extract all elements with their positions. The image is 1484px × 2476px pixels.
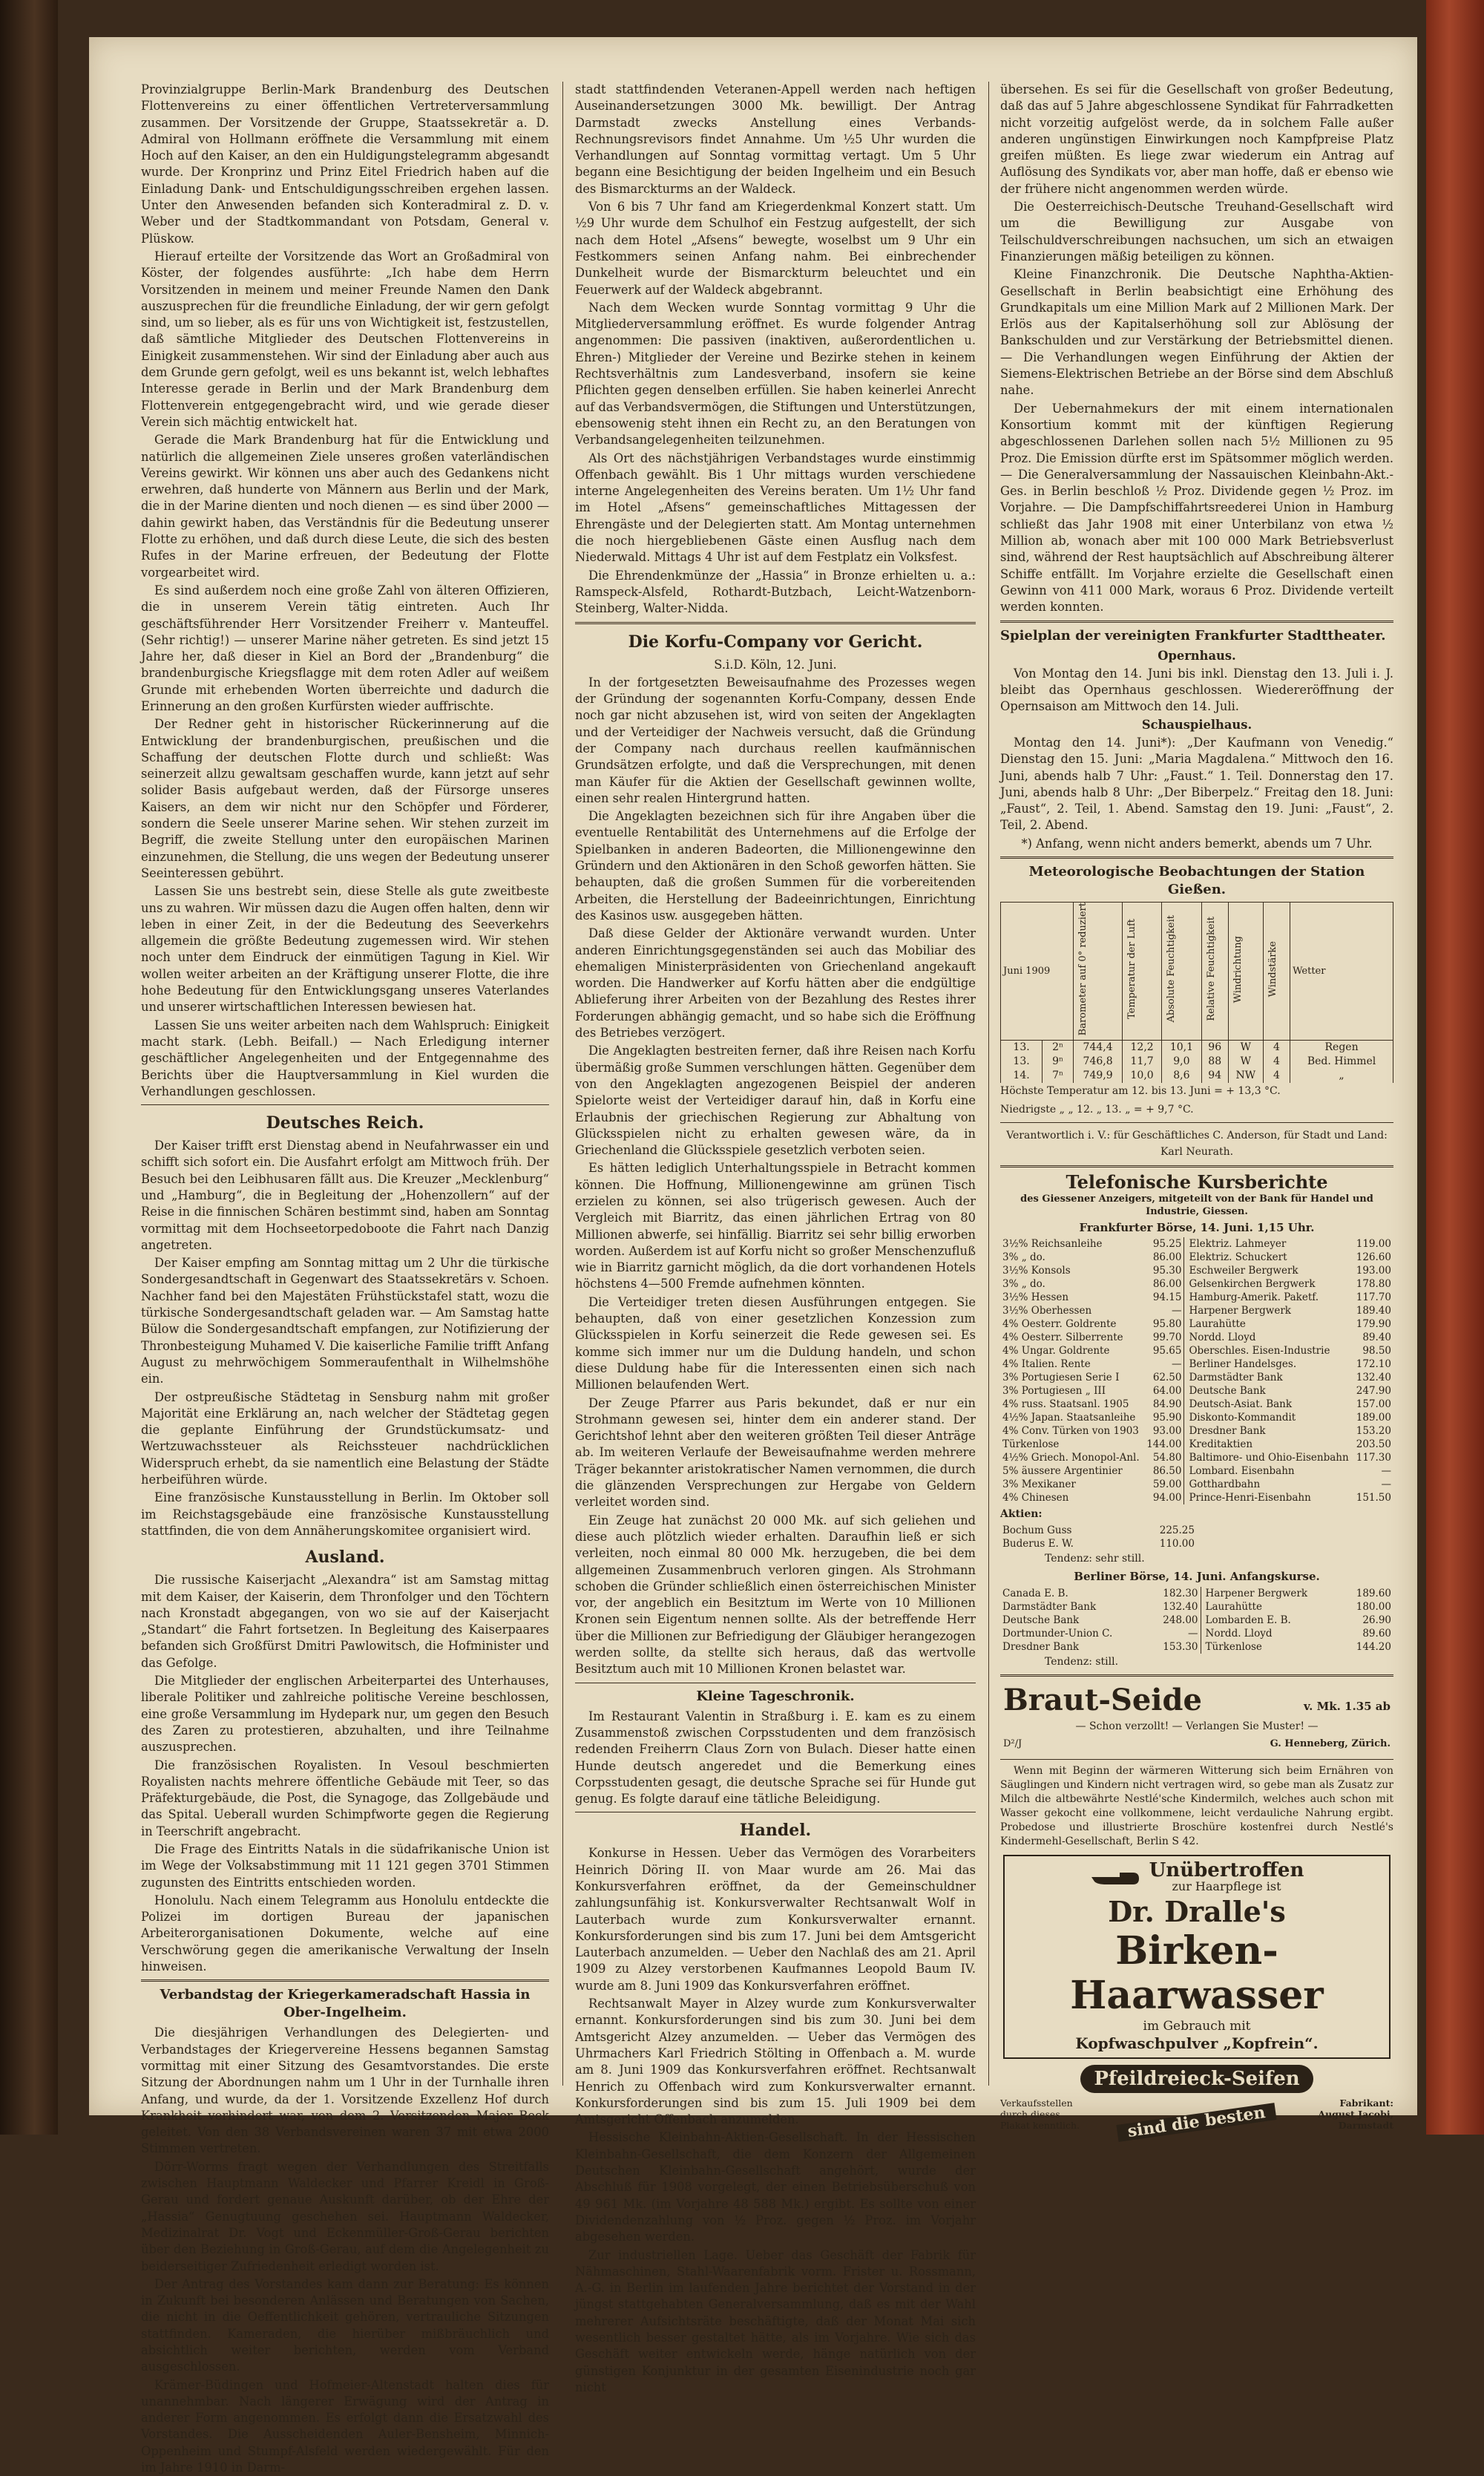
table-row [1000, 1264, 1393, 1277]
kurs-table-frankfurt [1000, 1237, 1393, 1504]
article-paragraph: Zur industriellen Lage. Ueber das Geschäft der Fabrik für Nähmaschinen, Stahl-Waarenfabrik vorm. Frister u. Rossmann, A.-G. in Berlin im laufenden Jahre berichtet der Vorstand in der jüngst stattgehabten Generalversammlung, daß es mit der Wahl mehrerer Aufsichtsräte beschäftigte, daß der Monat Mai sich wesentlich besser gestaltet hätte, als im Vorjahre. Wie sich das Geschäft weiter entwickeln werde, hänge natürlich von der günstigen Konjunktur in der gesamten Eisenindustrie noch gar nicht [575, 2247, 976, 2394]
table-cell: Hamburg-Amerik. Paketf. [1184, 1291, 1353, 1304]
table-row [1000, 1251, 1393, 1264]
article-paragraph: Die Oesterreichisch-Deutsche Treuhand-Gesellschaft wird um die Bewilligung zur Ausgabe von Teilschuldverschreibungen nachsuchen, um sich an etwaigen Finanzierungen mäßig beteiligen zu können. [1000, 200, 1393, 263]
table-cell: 248.00 [1163, 1614, 1198, 1626]
table-cell: Prince-Henri-Eisenbahn [1184, 1491, 1353, 1504]
table-cell: 11,7 [1122, 1055, 1161, 1069]
weather-header-cell [1263, 903, 1290, 1041]
table-row [1000, 1491, 1393, 1504]
table-row [1000, 1304, 1393, 1317]
table-cell: 62.50 [1152, 1371, 1182, 1383]
table-cell: 3½% Oberhessen [1002, 1304, 1092, 1317]
table-row [1000, 1614, 1393, 1627]
article-paragraph: Hierauf erteilte der Vorsitzende das Wort an Großadmiral von Köster, der folgendes ausführte: „Ich habe dem Herrn Vorsitzenden in meinem und meiner Freunde Namen den Dank auszusprechen für die freundliche Einladung, der wir gern gefolgt sind, um so lieber, als es für uns von Wichtigkeit ist, festzustellen, daß sämtliche Mitglieder des Deutschen Flottenvereins in Einigkeit zusammenstehen. Wir sind der Einladung aber auch aus dem Grunde gern gefolgt, weil es uns bekannt ist, welch lebhaftes Interesse gerade in Berlin und der Mark Brandenburg dem Flottenverein entgegengebracht wird, und wie gerade dieser Verein sich mächtig entwickelt hat. [141, 249, 549, 429]
kurs-berlin-heading: Berliner Börse, 14. Juni. Anfangskurse. [1074, 1570, 1320, 1584]
newspaper-page [89, 37, 1417, 2475]
section-heading-handel: Handel. [739, 1821, 812, 1841]
table-row [1000, 1277, 1393, 1291]
column-middle [575, 82, 976, 2394]
responsible-editors: Verantwortlich i. V.: für Geschäftliches C. Anderson, für Stadt und Land: Karl Neurath. [1006, 1130, 1388, 1159]
table-row [1000, 1451, 1393, 1464]
table-cell: 95.25 [1152, 1237, 1182, 1250]
table-cell: 144.20 [1356, 1640, 1391, 1653]
weather-max-temp: Höchste Temperatur am 12. bis 13. Juni = + 13,3 °C. [1000, 1085, 1281, 1098]
table-cell: 4½% Japan. Staatsanleihe [1002, 1411, 1136, 1424]
table-row [1000, 1331, 1393, 1344]
weather-header-cell [1228, 903, 1263, 1041]
theater-schauspielhaus-text: Montag den 14. Juni*): „Der Kaufmann von Venedig.“ Dienstag den 15. Juni: „Maria Magdalena.“ Mittwoch den 16. Juni, abends halb 7 Uhr: „Faust.“ 1. Teil. Donnerstag den 17. Juni, abends halb 8 Uhr: „Der Biberpelz.“ Freitag den 18. Juni: „Faust“, 2. Teil, 1. Abend. Samstag den 19. Juni: „Faust“, 2. Teil, 2. Abend. [1000, 735, 1393, 833]
article-heading-korfu: Die Korfu-Company vor Gericht. [628, 632, 923, 652]
table-cell: 4 [1263, 1041, 1290, 1055]
column-right [1000, 82, 1393, 2142]
kurs-subtitle: des Giessener Anzeigers, mitgeteilt von der Bank für Handel und Industrie, Giessen. [1020, 1193, 1373, 1217]
table-row [1000, 1478, 1393, 1491]
ad-dralle-birken: Birken- [1115, 1928, 1278, 1974]
article-paragraph: Ein Zeuge hat zunächst 20 000 Mk. auf sich geliehen und diese auch plötzlich wieder erhalten. Daraufhin ließ er sich verleiten, noch einmal 80 000 Mk. herzugeben, die bei dem allgemeinen Zusammenbruch verloren gingen. Als Strohmann schoben die Gründer schließlich einen österreichischen Minister vor, der angeblich ein Besitztum im Werte von 10 Millionen Kronen sein Eigentum nennen sollte. Als der betreffende Herr über die Millionen zur Befriedigung der Gläubiger herangezogen werden sollte, da stellte sich heraus, daß das wertvolle Besitztum auch mit 10 Millionen Kronen belastet war. [575, 1513, 976, 1677]
article-paragraph: Hessische Kleinbahn-Aktien-Gesellschaft. In der Hessischen Kleinbahn-Gesellschaft, die dem Konzern der Allgemeinen Deutschen Kleinbahn-Gesellschaft angehört, wurde der Abschluß für 1908 vorgelegt, der einen Betriebsüberschuß von 49 961 Mk. (im Vorjahre 48 588 Mk.) ergibt. Es sollte von einer Dividendenzahlung von ½ Proz. gegen ½ Proz. im Vorjahr abgesehen werden. [575, 2130, 976, 2244]
ad-dralle [1003, 1855, 1391, 2059]
article-paragraph: Dörr-Worms fragt wegen der Verhandlungen des Streitfalls zwischen Hauptmann Waldecker und Pfarrer Kreidl in Groß-Gerau und fordert genaue Auskunft darüber, ob der Ehre der „Hassia“ Genugtuung geschehen sei. Hauptmann Waldecker, Medizinalrat Dr. Vogt und Eckenmüller-Groß-Gerau berichten über den Beziehung in Groß-Gerau, auf dem die Angelegenheit zu beiderseitiger Zufriedenheit erledigt worden ist. [141, 2159, 549, 2273]
weather-header-cell [1122, 903, 1161, 1041]
table-cell: 95.30 [1152, 1264, 1182, 1277]
book-binding-left [0, 0, 58, 2135]
table-row [1000, 1424, 1393, 1438]
weather-header-label: Absolute Feuchtigkeit [1166, 915, 1178, 1023]
table-cell: Türkenlose [1002, 1438, 1060, 1450]
table-row [1000, 1627, 1393, 1640]
ad-dralle-name: Dr. Dralle's [1108, 1895, 1286, 1929]
theater-title: Spielplan der vereinigten Frankfurter Stadttheater. [1000, 627, 1386, 643]
pointing-hand-icon [1090, 1864, 1142, 1893]
article-paragraph: Krämer-Büdingen und Hofmeier-Altenstadt halten dies für unannehmbar. Nach längerer Erwägung wird der Antrag in anderer Form angenommen. Es erfolgt dann die Ersatzwahl des Vorstandes. Die Ausscheidenden Auler-Bensheim, Minnich-Oppenheim und Stumpf-Alsfeld werden wiedergewählt. Für den im Jahre 1910 in Darm- [141, 2377, 549, 2475]
table-cell: 247.90 [1356, 1384, 1391, 1397]
table-cell: 151.50 [1356, 1491, 1391, 1504]
article-paragraph: Als Ort des nächstjährigen Verbandstages wurde einstimmig Offenbach gewählt. Bis 1 Uhr mittags wurden verschiedene interne Angelegenheiten des Vereins beraten. Um 1½ Uhr fand im Hotel „Afsens“ gemeinschaftliches Mittagessen der Ehrengäste und der Delegierten statt. Am Montag unternehmen die noch hiergebliebenen Gäste einen Ausflug nach dem Niederwald. Mittags 4 Uhr ist auf dem Festplatz ein Volksfest. [575, 451, 976, 565]
article-paragraph: Der Kaiser empfing am Sonntag mittag um 2 Uhr die türkische Sondergesandtschaft in Gegenwart des Staatssekretärs v. Schoen. Nachher fand bei den Majestäten Frühstückstafel statt, wozu die türkische Sondergesandtschaft geladen war. — Am Samstag hatte Bülow die Sondergesandtschaft empfangen, zur Notifizierung der Thronbesteigung Muhamed V. Die kaiserliche Familie trifft Anfang August zu mehrwöchigem Sommeraufenthalt in Wilhelmshöhe ein. [141, 1256, 549, 1386]
table-cell: 178.80 [1356, 1277, 1391, 1290]
article-paragraph: Die Ehrendenkmünze der „Hassia“ in Bronze erhielten u. a.: Ramspeck-Alsfeld, Rothardt-Butzbach, Leicht-Watzenborn-Steinberg, Walter-Nidda. [575, 568, 976, 616]
table-cell: Eschweiler Bergwerk [1184, 1264, 1353, 1277]
weather-header-label: Relative Feuchtigkeit [1205, 917, 1217, 1022]
weather-header-cell [1290, 903, 1393, 1041]
table-cell: 117.30 [1356, 1451, 1391, 1464]
table-cell: Deutsche Bank [1002, 1614, 1080, 1626]
table-cell: Harpener Bergwerk [1201, 1587, 1342, 1600]
table-cell: 203.50 [1356, 1438, 1391, 1450]
article-paragraph: In der fortgesetzten Beweisaufnahme des Prozesses wegen der Gründung der sogenannten Korfu-Company, dessen Ende noch gar nicht abzusehen ist, wird von seiten der Angeklagten und der Verteidiger der Nachweis versucht, daß die Gründung der Company nach durchaus reellen kaufmännischen Grundsätzen erfolgte, und daß die Versprechungen, mit denen man Käufer für die Aktien der Gesellschaft gewinnen wollte, einen sehr realen Hintergrund hatten. [575, 675, 976, 805]
table-cell: W [1228, 1055, 1263, 1069]
weather-table [1000, 902, 1393, 1083]
table-cell: 59.00 [1152, 1478, 1182, 1490]
table-row [1000, 1600, 1393, 1614]
section-heading-kleine-tageschronik: Kleine Tageschronik. [696, 1688, 855, 1704]
table-cell: Laurahütte [1201, 1600, 1342, 1614]
divider [1000, 857, 1393, 859]
table-cell: 189.40 [1356, 1304, 1391, 1317]
article-paragraph: Von 6 bis 7 Uhr fand am Kriegerdenkmal Konzert statt. Um ½9 Uhr wurde dem Schulhof ein Festzug aufgestellt, der sich nach dem Hotel „Afsens“ bewegte, woselbst um 9 Uhr ein Festkommers seinen Anfang nahm. Bei einbrechender Dunkelheit wurde der Bismarckturm beleuchtet und ein Feuerwerk auf der Waldeck abgebrannt. [575, 200, 976, 297]
ad-dralle-mit: im Gebrauch mit [1143, 2019, 1251, 2034]
table-row [1000, 1438, 1393, 1451]
ad-braut-firm: G. Henneberg, Zürich. [1270, 1738, 1391, 1750]
table-cell: — [1171, 1304, 1182, 1317]
table-cell: Deutsch-Asiat. Bank [1184, 1398, 1353, 1411]
table-row [1000, 1464, 1393, 1478]
table-cell: 86.50 [1152, 1464, 1182, 1477]
divider [1000, 1759, 1393, 1760]
weather-header-cell [1074, 903, 1123, 1041]
table-cell: 13. [1001, 1041, 1043, 1055]
article-paragraph: Der Kaiser trifft erst Dienstag abend in Neufahrwasser ein und schifft sich sofort ein. Die Ausfahrt erfolgt am Mittwoch früh. Der Besuch bei den Leibhusaren fällt aus. Die Kreuzer „Mecklenburg“ und „Hamburg“, die in Begleitung der „Hohenzollern“ auf der Reise in die finnischen Schären bestimmt sind, haben am Sonntag vormittag mit dem Hochseetorpedoboote die Fahrt nach Danzig angetreten. [141, 1139, 549, 1252]
table-row [1000, 1524, 1197, 1537]
table-cell: 153.30 [1163, 1640, 1198, 1653]
table-cell: Harpener Bergwerk [1184, 1304, 1353, 1317]
table-row [1000, 1344, 1393, 1357]
table-row [1000, 1640, 1393, 1654]
weather-header-label: Windstärke [1267, 941, 1278, 998]
article-paragraph: Die Mitglieder der englischen Arbeiterpartei des Unterhauses, liberale Politiker und zahlreiche politische Vereine beschlossen, eine große Versammlung im Hydepark nur, um gegen den Besuch des Zaren zu protestieren, abzuhalten, und ihre Teilnahme auszusprechen. [141, 1674, 549, 1755]
article-paragraph: Die Angeklagten bezeichnen sich für ihre Angaben über die eventuelle Rentabilität des Unternehmens auf die Erfolge der Spielbanken in anderen Badeorten, die Millionengewinne den Gründern und den Aktionären in den Schoß geworfen hätten. Sie behaupten, daß die großen Summen für die vorbereitenden Arbeiten, die Herstellung der Badeeinrichtungen, Einrichtung des Kasinos usw. ausgegeben hätten. [575, 809, 976, 923]
article-paragraph: stadt stattfindenden Veteranen-Appell werden nach heftigen Auseinandersetzungen 3000 Mk. bewilligt. Der Antrag Darmstadt zwecks Anstellung eines Verbands-Rechnungsrevisors findet Annahme. Um ½5 Uhr wurden die Verhandlungen auf Sonntag vormittag vertagt. Um 5 Uhr begann eine Besichtigung der beiden Ingelheim und ein Besuch des Bismarckturms an der Waldeck. [575, 82, 976, 196]
divider [1000, 1165, 1393, 1167]
table-cell: Dresdner Bank [1184, 1424, 1353, 1438]
article-paragraph: Es hätten lediglich Unterhaltungsspiele in Betracht kommen können. Die Hoffnung, Millionengewinne am grünen Tisch erzielen zu können, sei also trügerisch gewesen. Auch der Vergleich mit Biarritz, das einen jährlichen Ertrag von 80 Millionen abwerfe, sei hinfällig. Biarritz sei sehr billig erworben worden. Außerdem ist auf Korfu nicht so großer Menschenzufluß wie in Biarritz garnicht möglich, da die dort vorhandenen Hotels höchstens 4—500 Fremde aufnehmen könnten. [575, 1161, 976, 1291]
table-cell: 746,8 [1074, 1055, 1123, 1069]
weather-header-label: Juni 1909 [1003, 966, 1051, 977]
table-cell: Dortmunder-Union C. [1002, 1627, 1113, 1640]
ad-dralle-haarwasser: Haarwasser [1070, 1973, 1324, 2019]
table-cell: 10,0 [1122, 1069, 1161, 1083]
kurs-tendenz-berlin: Tendenz: still. [1045, 1655, 1119, 1668]
weather-header-label: Windrichtung [1232, 935, 1244, 1003]
table-row [1000, 1317, 1393, 1331]
theater-opernhaus-text: Von Montag den 14. Juni bis inkl. Dienstag den 13. Juli i. J. bleibt das Opernhaus geschlossen. Wiedereröffnung der Opernsaison am Mittwoch den 14. Juli. [1000, 666, 1393, 714]
table-cell: 225.25 [1159, 1524, 1195, 1537]
table-row [1000, 1587, 1393, 1600]
kurs-table-berlin [1000, 1587, 1393, 1654]
table-cell: 157.00 [1356, 1398, 1391, 1410]
ad-dralle-top: Unübertroffen [1149, 1858, 1304, 1881]
article-paragraph: übersehen. Es sei für die Gesellschaft von großer Bedeutung, daß das auf 5 Jahre abgeschlossene Syndikat für Fahrradketten nicht vorzeitig aufgelöst werde, da in solchem Falle außer anderen ungünstigen Einwirkungen noch Kampfpreise Platz greifen müßten. Es liege zwar wiederum ein Antrag auf Auflösung des Syndikats vor, aber man hoffe, daß er ebenso wie der frühere nicht angenommen werden würde. [1000, 82, 1393, 196]
table-cell: 8,6 [1162, 1069, 1201, 1083]
article-paragraph: Kleine Finanzchronik. Die Deutsche Naphtha-Aktien-Gesellschaft in Berlin beabsichtigt eine Erhöhung des Grundkapitals um eine Million Mark auf 2 Millionen Mark. Der Erlös aus der Kapitalserhöhung soll zur Ablösung der Bankschulden und zur Verstärkung der Betriebsmittel dienen. — Die Verhandlungen wegen Einführung der Aktien der Siemens-Elektrischen Betriebe an der Börse sind dem Abschluß nahe. [1000, 267, 1393, 398]
table-cell: Baltimore- und Ohio-Eisenbahn [1184, 1451, 1353, 1464]
table-cell: 95.90 [1152, 1411, 1182, 1424]
table-cell: 3% Mexikaner [1002, 1478, 1076, 1490]
kurs-tendenz-frankfurt: Tendenz: sehr still. [1045, 1553, 1145, 1565]
article-paragraph: Daß diese Gelder der Aktionäre verwandt wurden. Unter anderen Einrichtungsgegenständen sei auch das Mobiliar des ehemaligen Ministerpräsidenten von Griechenland angekauft worden. Die Handwerker auf Korfu hätten aber die endgültige Ablieferung ihrer Arbeiten von der Bezahlung des Restes ihrer Forderungen abhängig gemacht, und so habe sich die Eröffnung des Betriebes verzögert. [575, 926, 976, 1041]
table-cell: 180.00 [1356, 1600, 1391, 1613]
table-cell: 94.00 [1152, 1491, 1182, 1504]
table-cell: Canada E. B. [1002, 1587, 1068, 1599]
table-cell: Darmstädter Bank [1184, 1371, 1353, 1384]
article-paragraph: Lassen Sie uns weiter arbeiten nach dem Wahlspruch: Einigkeit macht stark. (Lebh. Beifall.) — Nach Erledigung interner geschäftlicher Angelegenheiten und der Entgegennahme des Berichts über die Hauptversammlung in Kiel wurden die Verhandlungen geschlossen. [141, 1018, 549, 1098]
ad-pfeildreieck-slogan: sind die besten [1117, 2103, 1277, 2142]
table-cell: — [1381, 1464, 1391, 1477]
table-row [1000, 1537, 1197, 1550]
book-binding-right [1426, 0, 1484, 2135]
table-cell: 12,2 [1122, 1041, 1161, 1055]
kurs-aktien-heading: Aktien: [1000, 1507, 1043, 1520]
ad-dralle-top-block [1149, 1858, 1304, 1896]
ad-braut-row [1003, 1683, 1391, 1718]
dateline: S.i.D. Köln, 12. Juni. [714, 657, 837, 672]
theater-opernhaus-heading: Opernhaus. [1158, 648, 1236, 663]
table-cell: 9,0 [1162, 1055, 1201, 1069]
table-cell: — [1171, 1357, 1182, 1370]
article-paragraph: Die Angeklagten bestreiten ferner, daß ihre Reisen nach Korfu übermäßig große Summen verschlungen hätten. Gegenüber dem von den Angeklagten angezogenen Beispiel der anderen Spielorte weist der Verteidiger darauf hin, daß in Korfu eine Erlaubnis der griechischen Regierung zur Abhaltung von Glücksspielen nicht zu erhalten gewesen wäre, da in Griechenland die Glücksspiele gesetzlich verboten seien. [575, 1044, 976, 1158]
table-row [1000, 1237, 1393, 1251]
article-heading-hassia: Verbandstag der Kriegerkameradschaft Hassia in Ober-Ingelheim. [160, 1987, 531, 2021]
table-row [1000, 1411, 1393, 1424]
table-cell: Lombarden E. B. [1201, 1614, 1342, 1627]
table-cell: 193.00 [1356, 1264, 1391, 1277]
table-row [1001, 1069, 1393, 1083]
section-heading-deutsches-reich: Deutsches Reich. [266, 1113, 424, 1133]
table-cell: Dresdner Bank [1002, 1640, 1080, 1653]
table-cell: Gelsenkirchen Bergwerk [1184, 1277, 1353, 1291]
article-paragraph: Im Restaurant Valentin in Straßburg i. E. kam es zu einem Zusammenstoß zwischen Corpsstudenten und dem französisch redenden Freiherrn Claus Zorn von Bulach. Dieser hatte einen Hunde deutsch angeredet und die Bemerkung eines Corpsstudenten gesagt, die deutsche Sprache sei für Hunde gut genug. Es folgte darauf eine tätliche Beleidigung. [575, 1709, 976, 1807]
table-cell: Darmstädter Bank [1002, 1600, 1097, 1613]
table-cell: 189.00 [1356, 1411, 1391, 1424]
article-paragraph: Die russische Kaiserjacht „Alexandra“ ist am Samstag mittag mit dem Kaiser, der Kaiserin, dem Thronfolger und den Töchtern nach Kronstadt abgegangen, von wo sie auf der Kaiserjacht „Standart“ die Fahrt fortsetzen. In Begleitung des Kaiserpaares befanden sich Großfürst Dmitri Pawlowitsch, die Hofminister und das Gefolge. [141, 1573, 549, 1670]
table-cell: 94.15 [1152, 1291, 1182, 1303]
table-cell: Gotthardbahn [1184, 1478, 1353, 1491]
table-cell: 119.00 [1356, 1237, 1391, 1250]
divider [141, 1104, 549, 1105]
weather-min-temp: Niedrigste „ „ 12. „ 13. „ = + 9,7 °C. [1000, 1103, 1194, 1116]
table-cell: Elektriz. Lahmeyer [1184, 1237, 1353, 1251]
table-cell: Berliner Handelsges. [1184, 1357, 1353, 1371]
table-cell: 153.20 [1356, 1424, 1391, 1437]
kurs-table-aktien [1000, 1524, 1197, 1550]
article-paragraph: Lassen Sie uns bestrebt sein, diese Stelle als gute zweitbeste uns zu wahren. Wir müssen dazu die Augen offen halten, denn wir leben in einer Zeit, in der die Bedeutung des Seeverkehrs allgemein die größte Bedeutung zugemessen wird. Wir stehen noch unter dem Eindruck der einmütigen Tagung in Kiel. Wir wollen weiter arbeiten an der Kräftigung unserer Flotte, die ihre hohe Bedeutung für den Entwicklungsgang unseres Vaterlandes und unserer wirtschaftlichen Interessen bewiesen hat. [141, 884, 549, 1015]
article-paragraph: Nach dem Wecken wurde Sonntag vormittag 9 Uhr die Mitgliederversammlung eröffnet. Es wurde folgender Antrag angenommen: Die passiven (inaktiven, außerordentlichen u. Ehren-) Mitglieder der Vereine und Bezirke stehen in keinem Rechtsverhältnis zum Landesverband, insofern sie keine Pflichten gegen denselben erfüllen. Sie haben keinerlei Anrecht auf das Verbandsvermögen, die Stiftungen und Unterstützungen, ebensowenig steht ihnen ein Recht zu, an den Beratungen von Verbandsangelegenheiten teilzunehmen. [575, 300, 976, 448]
table-cell: 144.00 [1146, 1438, 1182, 1450]
ad-braut-sub: — Schon verzollt! — Verlangen Sie Muster! — [1075, 1720, 1319, 1733]
ad-braut-title: Braut-Seide [1003, 1683, 1202, 1718]
weather-title: Meteorologische Beobachtungen der Station Gießen. [1028, 864, 1365, 898]
table-cell: Lombard. Eisenbahn [1184, 1464, 1353, 1478]
article-paragraph: Rechtsanwalt Mayer in Alzey wurde zum Konkursverwalter ernannt. Konkursforderungen sind bis zum 30. Juni bei dem Amtsgericht Alzey anzumelden. — Ueber das Vermögen des Uhrmachers Karl Friedrich Stölting in Offenbach a. M. wurde am 8. Juni 1909 das Konkursverfahren eröffnet. Rechtsanwalt Henrich zu Offenbach wird zum Konkursverwalter ernannt. Konkursforderungen sind bis zum 15. Juli 1909 bei dem Amtsgericht Offenbach anzumelden. [575, 1997, 976, 2127]
table-cell: 86.00 [1152, 1277, 1182, 1290]
ad-pfeildreieck-left: Verkaufsstellen durch dieses Plakat kenntlich. [1000, 2097, 1080, 2132]
table-cell: 3½% Konsols [1002, 1264, 1071, 1277]
table-cell: 110.00 [1159, 1538, 1195, 1550]
table-cell: 3½% Hessen [1002, 1291, 1069, 1303]
table-cell: 4% Oesterr. Goldrente [1002, 1317, 1117, 1330]
table-cell: 4 [1263, 1055, 1290, 1069]
article-paragraph: Der ostpreußische Städtetag in Sensburg nahm mit großer Majorität eine Erklärung an, nach welcher der Städtetag gegen die geplante Einführung der Grundstückumsatz- und Wertzuwachssteuer als Reichssteuer nachdrücklichen Widerspruch erhebt, da sie namentlich eine Belastung der Städte herbeiführen würde. [141, 1389, 549, 1487]
table-cell: 132.40 [1163, 1600, 1198, 1613]
table-cell: — [1188, 1627, 1198, 1640]
table-cell: 4% Oesterr. Silberrente [1002, 1331, 1123, 1343]
table-cell: 89.40 [1362, 1331, 1391, 1343]
ad-braut-price: v. Mk. 1.35 ab [1303, 1700, 1391, 1714]
article-paragraph: Die Frage des Eintritts Natals in die südafrikanische Union ist im Wege der Volksabstimmung mit 11 121 gegen 3701 Stimmen zugunsten des Eintritts entschieden worden. [141, 1841, 549, 1890]
table-cell: 7ⁿ [1043, 1069, 1074, 1083]
table-cell: 26.90 [1362, 1614, 1391, 1626]
table-cell: 4 [1263, 1069, 1290, 1083]
weather-header-cell [1001, 903, 1074, 1041]
article-paragraph: Die diesjährigen Verhandlungen des Delegierten- und Verbandstages der Kriegervereine Hessens begannen Samstag vormittag mit einer Sitzung des Gesamtvorstandes. Die erste Sitzung der Abordnungen nahm um 1 Uhr in der Turnhalle ihren Anfang, und wurde, da der 1. Vorsitzende Exzellenz Hof durch Krankheit verhindert war, von dem 2. Vorsitzenden Major Beck geleitet. Von den 38 Verbandsvereinen waren 37 mit etwa 2000 Stimmen vertreten. [141, 2025, 549, 2156]
weather-header-cell [1201, 903, 1228, 1041]
table-cell: — [1381, 1478, 1391, 1490]
table-cell: Bochum Guss [1002, 1524, 1072, 1537]
table-cell: 3% Portugiesen „ III [1002, 1384, 1106, 1397]
table-cell: Diskonto-Kommandit [1184, 1411, 1353, 1424]
table-row [1000, 1291, 1393, 1304]
table-cell: 88 [1201, 1055, 1228, 1069]
article-paragraph: Der Uebernahmekurs der mit einem internationalen Konsortium kommt mit der künftigen Regierung abgeschlossenen Darlehen sollen nach 5½ Millionen zu 95 Proz. Die Emission dürfte erst im Spätsommer möglich werden. — Die Generalversammlung der Nassauischen Kleinbahn-Akt.-Ges. in Berlin beschloß ½ Proz. Dividende gegen ½ Proz. im Vorjahre. — Die Dampfschiffahrtsreederei Union in Hamburg schließt das Jahr 1908 mit einer Unterbilanz von etwa ½ Million ab, wonach aber mit 100 000 Mark Betriebsverlust sind, während der Rest hauptsächlich auf Abschreibung älterer Schiffe entfällt. Im Vorjahre erzielte die Gesellschaft einen Gewinn von 411 000 Mark, woraus 6 Proz. Dividende verteilt werden konnten. [1000, 401, 1393, 615]
table-cell: 117.70 [1356, 1291, 1391, 1303]
ad-braut-footer [1003, 1736, 1391, 1752]
ad-dralle-sub: zur Haarpflege ist [1172, 1879, 1281, 1893]
kurs-title: Telefonische Kursberichte [1066, 1170, 1328, 1193]
article-paragraph: Provinzialgruppe Berlin-Mark Brandenburg des Deutschen Flottenvereins zu einer öffentlichen Vertreterversammlung zusammen. Der Vorsitzende der Gruppe, Staatssekretär a. D. Admiral von Hollmann eröffnete die Versammlung mit einem Hoch auf den Kaiser, an den ein Huldigungstelegramm abgesandt wurde. Der Kronprinz und Prinz Eitel Friedrich haben auf die Einladung Dank- und Entschuldigungsschreiben ergehen lassen. Unter den Anwesenden befanden sich Konteradmiral z. D. v. Weber und der Stadtkommandant von Potsdam, General v. Plüskow. [141, 82, 549, 246]
divider [1000, 1674, 1393, 1677]
table-row [1001, 1055, 1393, 1069]
column-rule [988, 82, 989, 2086]
divider [575, 622, 976, 624]
weather-header-label: Barometer auf 0° reduziert [1077, 903, 1089, 1036]
table-cell: 744,4 [1074, 1041, 1123, 1055]
article-paragraph: Konkurse in Hessen. Ueber das Vermögen des Vorarbeiters Heinrich Döring II. von Maar wurde am 26. Mai das Konkursverfahren eröffnet, da der Gemeinschuldner zahlungsunfähig ist. Konkursverwalter Rechtsanwalt Wolf in Lauterbach wurde zum Konkursverwalter ernannt. Konkursforderungen sind bis zum 17. Juni bei dem Amtsgericht Lauterbach anzumelden. — Ueber den Nachlaß des am 21. April 1909 zu Alzey verstorbenen Kaufmannes Leopold Baum IV. wurde am 8. Juni 1909 das Konkursverfahren eröffnet. [575, 1846, 976, 1993]
table-cell: 4% Chinesen [1002, 1491, 1069, 1504]
weather-header-label: Temperatur der Luft [1126, 919, 1137, 1020]
table-cell: Türkenlose [1201, 1640, 1342, 1654]
table-cell: 3½% Reichsanleihe [1002, 1237, 1103, 1250]
table-cell: „ [1290, 1069, 1393, 1083]
ad-dralle-kopfrein: Kopfwaschpulver „Kopfrein“. [1075, 2034, 1319, 2052]
divider [1000, 620, 1393, 623]
table-cell: 126.60 [1356, 1251, 1391, 1263]
ad-braut-seide [1000, 1681, 1393, 1755]
table-cell: 98.50 [1362, 1344, 1391, 1357]
table-cell: 95.80 [1152, 1317, 1182, 1330]
table-cell: 2ⁿ [1043, 1041, 1074, 1055]
article-paragraph: Die französischen Royalisten. In Vesoul beschmierten Royalisten nachts mehrere öffentliche Gebäude mit Teer, so das Präfekturgebäude, die Post, die Synagoge, das Zollgebäude und das Spital. Ueberall wurden Schimpfworte gegen die Regierung in Teerschrift angebracht. [141, 1758, 549, 1838]
table-cell: 14. [1001, 1069, 1043, 1083]
table-row [1000, 1357, 1393, 1371]
article-paragraph: Es sind außerdem noch eine große Zahl von älteren Offizieren, die in unserem Verein tätig eintreten. Auch Ihr geschäftsführender Herr Vorsitzender Freiherr v. Manteuffel. (Sehr richtig!) — unserer Marine näher getreten. Es sind jetzt 15 Jahre her, daß dieser in Kiel an Bord der „Brandenburg“ die brandenburgische Kriegsflagge mit dem roten Adler auf weißem Grunde mit erhebenden Worten überreichte und dadurch die Erinnerung an den großen Kurfürsten wieder auffrischte. [141, 583, 549, 713]
table-cell: 189.60 [1356, 1587, 1391, 1599]
column-left [141, 82, 549, 2475]
article-paragraph: Der Zeuge Pfarrer aus Paris bekundet, daß er nur ein Strohmann gewesen sei, hinter dem ein anderer stand. Der Gerichtshof lehnt aber den weiteren größten Teil dieser Anträge ab. Im weiteren Verlaufe der Beweisaufnahme werden mehrere Träger bekannter aristokratischer Namen vernommen, die durch die glänzenden Versprechungen zur Hergabe von Geldern verleitet worden sind. [575, 1395, 976, 1510]
divider [141, 1979, 549, 1982]
table-cell: 89.60 [1362, 1627, 1391, 1640]
article-paragraph: Die Verteidiger treten diesen Ausführungen entgegen. Sie behaupten, daß von einer gesetzlichen Konzession zum Glücksspielen in Korfu seinerzeit die Rede gewesen sei. Es komme sich immer nur um die Duldung handeln, und schon diese Duldung habe für die Interessenten einen sich nach Millionen belaufenden Wert. [575, 1294, 976, 1392]
table-cell: Buderus E. W. [1002, 1538, 1074, 1550]
weather-header-row [1001, 903, 1393, 1041]
table-cell: 4½% Griech. Monopol-Anl. [1002, 1451, 1140, 1464]
ad-dralle-header [1011, 1858, 1383, 1896]
table-cell: W [1228, 1041, 1263, 1055]
table-cell: 5% äussere Argentinier [1002, 1464, 1123, 1477]
weather-header-label: Wetter [1293, 966, 1326, 977]
table-cell: 749,9 [1074, 1069, 1123, 1083]
table-cell: Nordd. Lloyd [1184, 1331, 1353, 1344]
table-cell: 94 [1201, 1069, 1228, 1083]
table-cell: Elektriz. Schuckert [1184, 1251, 1353, 1264]
table-cell: 4% russ. Staatsanl. 1905 [1002, 1398, 1129, 1410]
table-cell: 99.70 [1152, 1331, 1182, 1343]
section-heading-ausland: Ausland. [305, 1548, 385, 1568]
table-cell: NW [1228, 1069, 1263, 1083]
article-paragraph: Gerade die Mark Brandenburg hat für die Entwicklung und natürlich die allgemeinen Ziele unseres großen vaterländischen Vereins gewirkt. Wir können uns aber auch des Gedankens nicht erwehren, daß hunderte von Männern aus Berlin und der Mark, die in der Marine dienten und noch dienen — es sind über 2000 — dahin gewirkt haben, das Verständnis für die Bedeutung unserer Flotte zu erhöhen, und daß durch diese Leute, die sich des besten Rufes in der Marine erfreuen, der Bedeutung der Flotte vorgearbeitet wird. [141, 433, 549, 580]
ad-nestle-text: Wenn mit Beginn der wärmeren Witterung sich beim Ernähren von Säuglingen und Kindern nicht vertragen wird, so gebe man als Zusatz zur Milch die altbewährte Nestlé'sche Kindermilch, welches auch schon mit Wasser gekocht eine vollkommene, leicht verdauliche Nahrung ergibt. Probedose und illustrierte Broschüre kostenfrei durch Nestlé's Kindermehl-Gesellschaft, Berlin S 42. [1000, 1764, 1393, 1847]
divider [1000, 1122, 1393, 1123]
table-cell: 95.65 [1152, 1344, 1182, 1357]
table-cell: Kreditaktien [1184, 1438, 1353, 1451]
table-row [1000, 1371, 1393, 1384]
table-row [1000, 1384, 1393, 1398]
theater-schauspielhaus-heading: Schauspielhaus. [1141, 717, 1252, 732]
column-rule [562, 82, 563, 2086]
table-cell: Regen [1290, 1041, 1393, 1055]
table-cell: 4% Conv. Türken von 1903 [1002, 1424, 1139, 1437]
table-cell: 4% Italien. Rente [1002, 1357, 1091, 1370]
ad-braut-code: D²/J [1003, 1738, 1022, 1750]
article-paragraph: Honolulu. Nach einem Telegramm aus Honolulu entdeckte die Polizei im dortigen Bureau der japanischen Arbeiterorganisationen Dokumente, welche auf eine Verschwörung gegen die amerikanische Verwaltung der Inseln hinweisen. [141, 1893, 549, 1974]
table-cell: 132.40 [1356, 1371, 1391, 1383]
table-cell: Nordd. Lloyd [1201, 1627, 1342, 1640]
kurs-frankfurt-heading: Frankfurter Börse, 14. Juni. 1,15 Uhr. [1079, 1220, 1315, 1234]
table-cell: 64.00 [1152, 1384, 1182, 1397]
table-cell: 182.30 [1163, 1587, 1198, 1599]
table-cell: Laurahütte [1184, 1317, 1353, 1331]
article-paragraph: Der Redner geht in historischer Rückerinnerung auf die Entwicklung der brandenburgischen, preußischen und die Schaffung der deutschen Flotte durch und schließt: Was seinerzeit allzu gewaltsam geschaffen wurde, kann jetzt auf sehr solider Basis aufgebaut werden, daß der Fürsorge unseres Kaisers, an dem wir nicht nur den Schöpfer und Förderer, sondern die Seele unserer Marine sehen. Wir stehen zurzeit im Begriff, die zweite Stellung unter den europäischen Marinen einzunehmen, die Stellung, die uns wegen der Bedeutung unserer Seeinteressen gebührt. [141, 717, 549, 880]
theater-footnote: *) Anfang, wenn nicht anders bemerkt, abends um 7 Uhr. [1021, 836, 1373, 851]
table-cell: 93.00 [1152, 1424, 1182, 1437]
table-cell: Deutsche Bank [1184, 1384, 1353, 1398]
article-paragraph: Der Antrag des Vorstandes kam dann zur Beratung: Es können in Zukunft bei besonderen Anlässen und Beratungen von Sachen, die nicht in die Oeffentlichkeit gehören, vertrauliche Sitzungen stattfinden. Kameraden, die hierüber mißbräuchlich und absichtlich weiter berichten, werden vom Verband ausgeschlossen. [141, 2276, 549, 2374]
ad-pfeildreieck [1000, 2065, 1393, 2142]
table-row [1000, 1398, 1393, 1411]
table-cell: 10,1 [1162, 1041, 1201, 1055]
table-cell: Oberschles. Eisen-Industrie [1184, 1344, 1353, 1357]
table-cell: 179.90 [1356, 1317, 1391, 1330]
table-row [1001, 1041, 1393, 1055]
ad-pfeildreieck-title: Pfeildreieck-Seifen [1080, 2065, 1313, 2093]
table-cell: 4% Ungar. Goldrente [1002, 1344, 1110, 1357]
table-cell: 54.80 [1152, 1451, 1182, 1464]
table-cell: 3% „ do. [1002, 1251, 1045, 1263]
table-cell: 86.00 [1152, 1251, 1182, 1263]
article-paragraph: Eine französische Kunstausstellung in Berlin. Im Oktober soll im Reichstagsgebäude eine französische Kunstausstellung stattfinden, die von dem Annäherungskomitee organisiert wird. [141, 1490, 549, 1538]
table-cell: Bed. Himmel [1290, 1055, 1393, 1069]
ad-pfeildreieck-row [1000, 2097, 1393, 2142]
table-cell: 3% „ do. [1002, 1277, 1045, 1290]
table-cell: 84.90 [1152, 1398, 1182, 1410]
ad-pfeildreieck-right: Fabrikant: August Jacobi, Darmstadt [1318, 2097, 1393, 2132]
weather-header-cell [1162, 903, 1201, 1041]
table-cell: 13. [1001, 1055, 1043, 1069]
table-cell: 96 [1201, 1041, 1228, 1055]
table-cell: 172.10 [1356, 1357, 1391, 1370]
table-cell: 9ⁿ [1043, 1055, 1074, 1069]
table-cell: 3% Portugiesen Serie I [1002, 1371, 1120, 1383]
